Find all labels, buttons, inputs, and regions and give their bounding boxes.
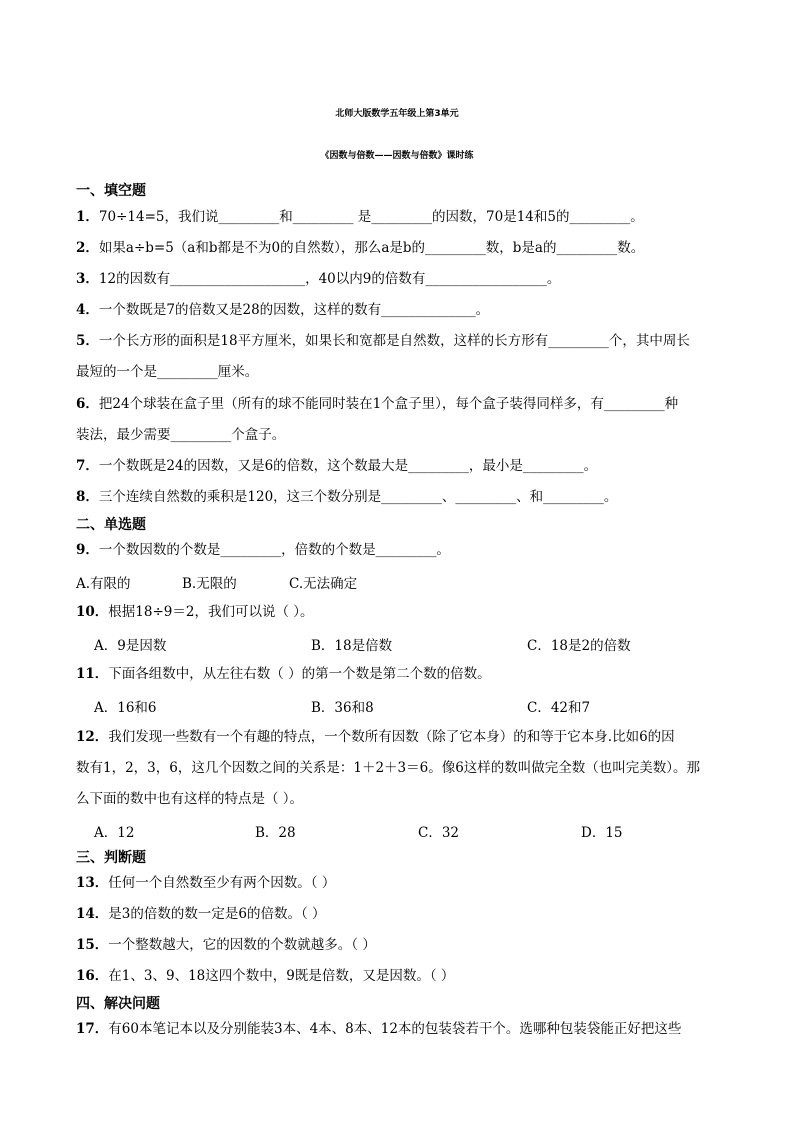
- question-10-option-a: A．9是因数: [94, 638, 167, 654]
- page-subtitle: 《因数与倍数——因数与倍数》课时练: [320, 151, 474, 161]
- question-text: 是3的倍数的数一定是6的倍数。（ ）: [108, 906, 326, 922]
- question-12-option-b: B．28: [255, 825, 296, 841]
- question-number: 11．: [76, 666, 109, 682]
- question-text: 一个整数越大，它的因数的个数就越多。（ ）: [108, 937, 376, 953]
- question-text: 我们发现一些数有一个有趣的特点，一个数所有因数（除了它本身）的和等于它本身.比如6的因: [108, 729, 675, 745]
- question-number: 9．: [76, 542, 99, 558]
- question-12-continued: 数有1，2，3，6，这几个因数之间的关系是：1＋2＋3＝6。像6这样的数叫做完全数（也叫完美数）。那: [76, 760, 701, 776]
- question-11-option-a: A．16和6: [94, 700, 157, 716]
- question-4: [76, 301, 489, 319]
- question-text: 70÷14=5，我们说_________和_________ 是_________的因数，70是14和5的_________。: [98, 209, 644, 225]
- question-12: [76, 728, 675, 746]
- question-text: 一个长方形的面积是18平方厘米，如果长和宽都是自然数，这样的长方形有_________个，其中周长: [98, 333, 690, 349]
- question-10-option-c: C．18是2的倍数: [527, 638, 631, 654]
- question-9-option-a: A.有限的: [76, 576, 131, 592]
- question-12-continued-2: 么下面的数中也有这样的特点是（ ）。: [76, 791, 304, 807]
- question-text: 根据18÷9＝2，我们可以说（ ）。: [108, 604, 314, 620]
- question-17: [76, 1020, 681, 1038]
- question-12-option-a: A．12: [94, 825, 135, 841]
- question-text: 一个数因数的个数是_________，倍数的个数是_________。: [98, 542, 450, 558]
- question-15: [76, 936, 376, 954]
- question-number: 5．: [76, 333, 99, 349]
- question-5-continued: 最短的一个是_________厘米。: [76, 364, 259, 380]
- question-text: 在1、3、9、18这四个数中，9既是倍数，又是因数。（ ）: [108, 968, 455, 984]
- section-heading-true-false: 三、判断题: [76, 850, 146, 866]
- question-text: 下面各组数中，从左往右数（ ）的第一个数是第二个数的倍数。: [108, 666, 491, 682]
- question-number: 13．: [76, 875, 109, 891]
- question-number: 4．: [76, 302, 99, 318]
- question-number: 16．: [76, 968, 109, 984]
- question-1: [76, 208, 644, 226]
- page-title: 北师大版数学五年级上第3单元: [335, 109, 459, 119]
- question-number: 14．: [76, 906, 109, 922]
- question-number: 15．: [76, 937, 109, 953]
- question-number: 1．: [76, 209, 99, 225]
- question-number: 2．: [76, 240, 99, 256]
- question-11-option-b: B．36和8: [311, 700, 374, 716]
- question-text: 一个数既是24的因数，又是6的倍数，这个数最大是_________，最小是_________。: [98, 458, 598, 474]
- question-number: 7．: [76, 458, 99, 474]
- section-heading-fill-blank: 一、填空题: [76, 183, 146, 199]
- question-11: [76, 665, 491, 683]
- question-text: 把24个球装在盒子里（所有的球不能同时装在1个盒子里），每个盒子装得同样多，有_________种: [98, 396, 679, 412]
- question-text: 一个数既是7的倍数又是28的因数，这样的数有______________。: [98, 302, 490, 318]
- question-text: 任何一个自然数至少有两个因数。（ ）: [108, 875, 336, 891]
- question-number: 3．: [76, 271, 99, 287]
- question-6-continued: 装法，最少需要_________个盒子。: [76, 427, 286, 443]
- question-number: 12．: [76, 729, 109, 745]
- question-text: 有60本笔记本以及分别能装3本、4本、8本、12本的包装袋若干个。选哪种包装袋能正好把这些: [108, 1021, 682, 1037]
- question-number: 17．: [76, 1021, 109, 1037]
- question-7: [76, 457, 597, 475]
- question-9-option-c: C.无法确定: [289, 576, 358, 592]
- question-number: 10．: [76, 604, 109, 620]
- question-text: 12的因数有____________________，40以内9的倍数有__________________。: [98, 271, 561, 287]
- question-10: [76, 603, 314, 621]
- question-8: [76, 488, 617, 506]
- question-9: [76, 541, 450, 559]
- question-12-option-d: D．15: [581, 825, 623, 841]
- question-text: 如果a÷b=5（a和b都是不为0的自然数），那么a是b的_________数，b是a的_________数。: [98, 240, 645, 256]
- section-heading-problem-solving: 四、解决问题: [76, 996, 160, 1012]
- section-heading-single-choice: 二、单选题: [76, 517, 146, 533]
- question-10-option-b: B．18是倍数: [311, 638, 393, 654]
- question-number: 8．: [76, 489, 99, 505]
- question-number: 6．: [76, 396, 99, 412]
- question-text: 三个连续自然数的乘积是120，这三个数分别是_________、_________、和_________。: [98, 489, 618, 505]
- question-3: [76, 270, 560, 288]
- question-11-option-c: C．42和7: [527, 700, 591, 716]
- question-14: [76, 905, 326, 923]
- question-2: [76, 239, 644, 257]
- question-16: [76, 967, 454, 985]
- question-13: [76, 874, 335, 892]
- question-9-option-b: B.无限的: [182, 576, 237, 592]
- question-12-option-c: C．32: [418, 825, 460, 841]
- question-6: [76, 395, 678, 413]
- question-5: [76, 332, 690, 350]
